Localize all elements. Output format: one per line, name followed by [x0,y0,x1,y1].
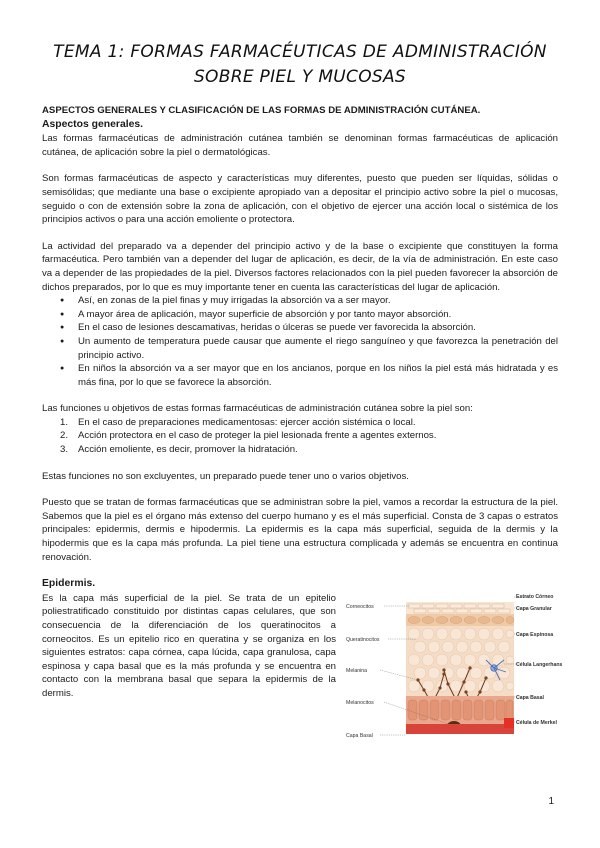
list-number: 1. [60,416,69,428]
paragraph-epidermis: Es la capa más superficial de la piel. Se trata de un epitelio poliestratificado constituido por distintas capas celulares, que son consecuencia de la diferenciación de los queratinocitos a corneocitos. Es un epitelio rico en queratina y se organiza en los siguientes estratos: capa córnea, capa lúcida, capa granulosa, capa espinosa y capa basal que es la más profunda y se encuentra en contacto con la membrana basal que separa la epidermis de la dermis. [42,592,336,699]
merkel-cell [504,718,514,728]
paragraph-intro: Las formas farmacéuticas de administración cutánea también se denominan formas farmacéuticas de aplicación cutánea, de aplicación sobre la piel o dermatológicas. [42,133,558,158]
functions-list [42,416,558,457]
label-queratinocitos: Queratinocitos [346,636,380,643]
list-number: 3. [60,444,69,456]
list-item: ● Un aumento de temperatura puede causar que aumente el riego sanguíneo y que favorezca la penetración del principio activo. [78,335,558,362]
list-item: ● En el caso de lesiones descamativas, heridas o úlceras se puede ver favorecida la absorción. [78,321,558,335]
section-heading: ASPECTOS GENERALES Y CLASIFICACIÓN DE LAS FORMAS DE ADMINISTRACIÓN CUTÁNEA. [42,105,481,116]
list-text: Acción emoliente, es decir, promover la hidratación. [78,444,298,456]
label-capa-espinosa: Capa Espinosa [516,631,554,638]
list-text: En el caso de preparaciones medicamentosas: ejercer acción sistémica o local. [78,416,416,428]
label-celula-merkel: Célula de Merkel [516,719,557,726]
subheading-aspectos: Aspectos generales. [42,118,144,130]
label-estrato-corneo: Estrato Córneo [516,593,554,600]
label-melanocitos: Melanocitos [346,699,374,706]
basement-membrane [406,724,514,734]
spinous-cells [408,628,514,692]
paragraph-functions: Las funciones u objetivos de estas formas farmacéuticas de administración cutánea sobre la piel son: [42,403,473,415]
document-body [42,104,562,739]
basal-cells [408,700,513,720]
list-item: ● En niños la absorción va a ser mayor que en los ancianos, porque en los niños la piel está más hidratada y es más fina, por lo que se favorece la absorción. [78,362,558,389]
absorption-factors-list [42,294,558,389]
list-number: 2. [60,430,69,442]
subheading-epidermis: Epidermis. [42,578,96,590]
page-number: 1 [548,796,554,807]
paragraph-activity: La actividad del preparado va a depender del principio activo y de la base o excipiente que constituyen la forma farmacéutica. Pero también van a depender del lugar de aplicación, es decir, de la vía de administración. En este caso va a depender de las propiedades de la piel. Diversos factores relacionados con la piel pueden favorecer la absorción de dichos preparados, por lo que es muy importante tener en cuenta las características del lugar de aplicación. [42,240,558,293]
label-capa-granular: Capa Granular [516,605,552,612]
list-item: ● Así, en zonas de la piel finas y muy irrigadas la absorción va a ser mayor. [78,294,558,308]
label-celula-langerhans: Célula Langerhans [516,661,562,668]
paragraph-exclusive: Estas funciones no son excluyentes, un preparado puede tener uno o varios objetivos. [42,470,409,482]
label-melanina: Melanina [346,667,368,674]
paragraph-skin-structure: Puesto que se tratan de formas farmacéuticas que se administran sobre la piel, vamos a recordar la estructura de la piel. Sabemos que la piel es el órgano más extenso del cuerpo humano y es el más superficial. Consta de 3 capas o estratos principales: epidermis, dermis e hipodermis. La epidermis es la capa más superficial, seguida de la dermis y la hipodermis que es la capa más profunda. La piel tiene una estructura complicada y además se encuentra en continua renovación. [42,497,558,563]
paragraph-aspect: Son formas farmacéuticas de aspecto y características muy diferentes, puesto que pueden ser líquidas, sólidas o semisólidas; que mediante una base o excipiente apropiado van a depositar el principio activo sobre la piel o mucosas, seguido o con de extensión sobre la zona de aplicación, con el objetivo de ejercer una acción local o sistémica de los principios activos o para una acción emoliente o protectora. [42,173,558,226]
list-item: ● A mayor área de aplicación, mayor superficie de absorción y por tanto mayor absorción. [78,308,558,322]
skin-layers-figure [344,594,562,748]
epidermis-section [42,592,562,739]
list-item [60,416,558,430]
label-corneocitos: Corneocitos [346,603,374,610]
list-item [60,443,558,457]
list-item [60,429,558,443]
list-text: Acción protectora en el caso de proteger la piel lesionada frente a agentes externos. [78,430,437,442]
label-capa-basal-right: Capa Basal [516,694,544,701]
label-capa-basal-left: Capa Basal [346,732,373,739]
page-title: TEMA 1: FORMAS FARMACÉUTICAS DE ADMINISTRACIÓN SOBRE PIEL Y MUCOSAS [53,42,547,87]
